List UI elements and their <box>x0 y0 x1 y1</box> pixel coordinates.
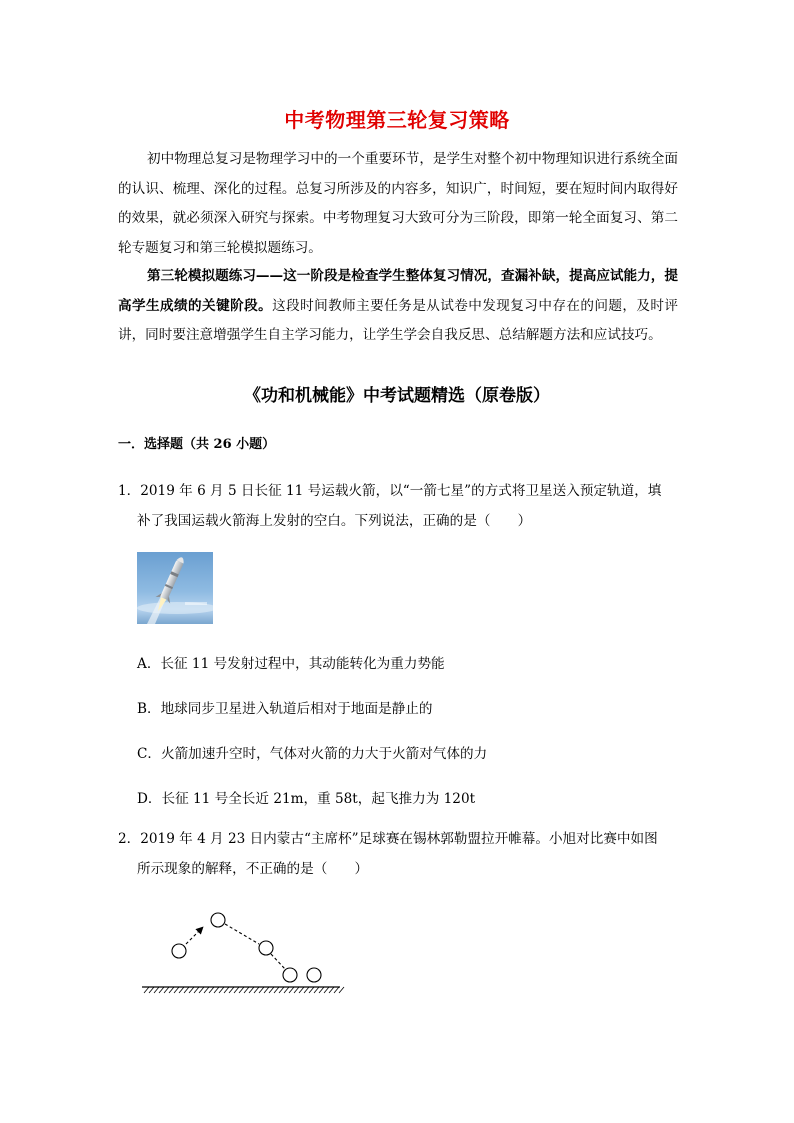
hatch-line <box>309 987 314 993</box>
intro-paragraph-1: 初中物理总复习是物理学习中的一个重要环节，是学生对整个初中物理知识进行系统全面的认识、梳理、深化的过程。总复习所涉及的内容多，知识广，时间短，要在短时间内取得好的效果，就必须深入研究与探索。中考物理复习大致可分为三阶段，即第一轮全面复习、第二轮专题复习和第三轮模拟题练习。 <box>118 151 678 256</box>
hatch-line <box>179 987 184 993</box>
question-1-line-1: 1．2019 年 6 月 5 日长征 11 号运载火箭，以“一箭七星”的方式将卫星送入预定轨道，填 <box>118 483 662 499</box>
hatch-line <box>299 987 304 993</box>
trajectory-arrow <box>186 928 202 944</box>
hatch-line <box>274 987 279 993</box>
intro-paragraph-2 <box>118 262 678 351</box>
rocket-launch-image <box>137 552 213 624</box>
hatch-line <box>219 987 224 993</box>
hatch-line <box>194 987 199 993</box>
ball-position-3 <box>259 941 273 955</box>
hatch-line <box>169 987 174 993</box>
ball-position-4 <box>283 968 297 982</box>
hatch-line <box>304 987 309 993</box>
hatch-line <box>259 987 264 993</box>
hatch-line <box>294 987 299 993</box>
hatch-line <box>209 987 214 993</box>
hatch-line <box>234 987 239 993</box>
ball-position-5 <box>307 968 321 982</box>
hatch-line <box>239 987 244 993</box>
hatch-line <box>269 987 274 993</box>
hatch-line <box>229 987 234 993</box>
hatch-line <box>174 987 179 993</box>
trajectory-segment-3 <box>271 954 285 969</box>
hatch-line <box>144 987 149 993</box>
question-1-option-a: A．长征 11 号发射过程中，其动能转化为重力势能 <box>137 656 445 672</box>
question-2-line-2: 所示现象的解释，不正确的是（ ） <box>137 861 369 877</box>
hatch-line <box>199 987 204 993</box>
document-title: 中考物理第三轮复习策略 <box>284 108 510 132</box>
ball-position-1 <box>172 944 186 958</box>
question-2-stem <box>118 824 683 884</box>
hatch-line <box>189 987 194 993</box>
question-1-option-d: D．长征 11 号全长近 21m，重 58t，起飞推力为 120t <box>137 791 476 807</box>
question-type-heading: 一．选择题（共 26 小题） <box>118 437 276 452</box>
hatch-line <box>339 987 344 993</box>
hatch-line <box>214 987 219 993</box>
hatch-line <box>284 987 289 993</box>
hatch-line <box>164 987 169 993</box>
intro-paragraph-2-bold: 第三轮模拟题练习——这一阶段是检查学生整体复习情况，查漏补缺，提高应试能力，提高学生成绩的关键阶段。 <box>118 268 678 314</box>
question-1-stem <box>118 476 683 536</box>
hatch-line <box>314 987 319 993</box>
question-1-line-2: 补了我国运载火箭海上发射的空白。下列说法，正确的是（ ） <box>137 513 532 529</box>
hatch-line <box>334 987 339 993</box>
hatch-line <box>159 987 164 993</box>
question-1-option-c: C．火箭加速升空时，气体对火箭的力大于火箭对气体的力 <box>137 746 488 762</box>
question-2-line-1: 2．2019 年 4 月 23 日内蒙古“主席杯”足球赛在锡林郭勒盟拉开帷幕。小旭对比赛中如图 <box>118 831 658 847</box>
hatch-line <box>279 987 284 993</box>
hatch-line <box>254 987 259 993</box>
trajectory-segment-2 <box>225 924 259 944</box>
section-title: 《功和机械能》中考试题精选（原卷版） <box>244 386 550 406</box>
hatch-line <box>324 987 329 993</box>
ball-position-2 <box>211 913 225 927</box>
hatch-line <box>149 987 154 993</box>
hatch-line <box>289 987 294 993</box>
hatch-line <box>244 987 249 993</box>
hatch-line <box>154 987 159 993</box>
hatch-line <box>319 987 324 993</box>
hatch-line <box>249 987 254 993</box>
hatch-line <box>204 987 209 993</box>
hatch-line <box>264 987 269 993</box>
intro-paragraph-2-rest: 这段时间教师主要任务是从试卷中发现复习中存在的问题，及时评讲，同时要注意增强学生自主学习能力，让学生学会自我反思、总结解题方法和应试技巧。 <box>118 297 679 343</box>
ground-hatch <box>142 987 344 993</box>
hatch-line <box>184 987 189 993</box>
question-1-option-b: B．地球同步卫星进入轨道后相对于地面是静止的 <box>137 701 433 717</box>
bouncing-ball-diagram <box>138 905 348 997</box>
hatch-line <box>329 987 334 993</box>
hatch-line <box>224 987 229 993</box>
